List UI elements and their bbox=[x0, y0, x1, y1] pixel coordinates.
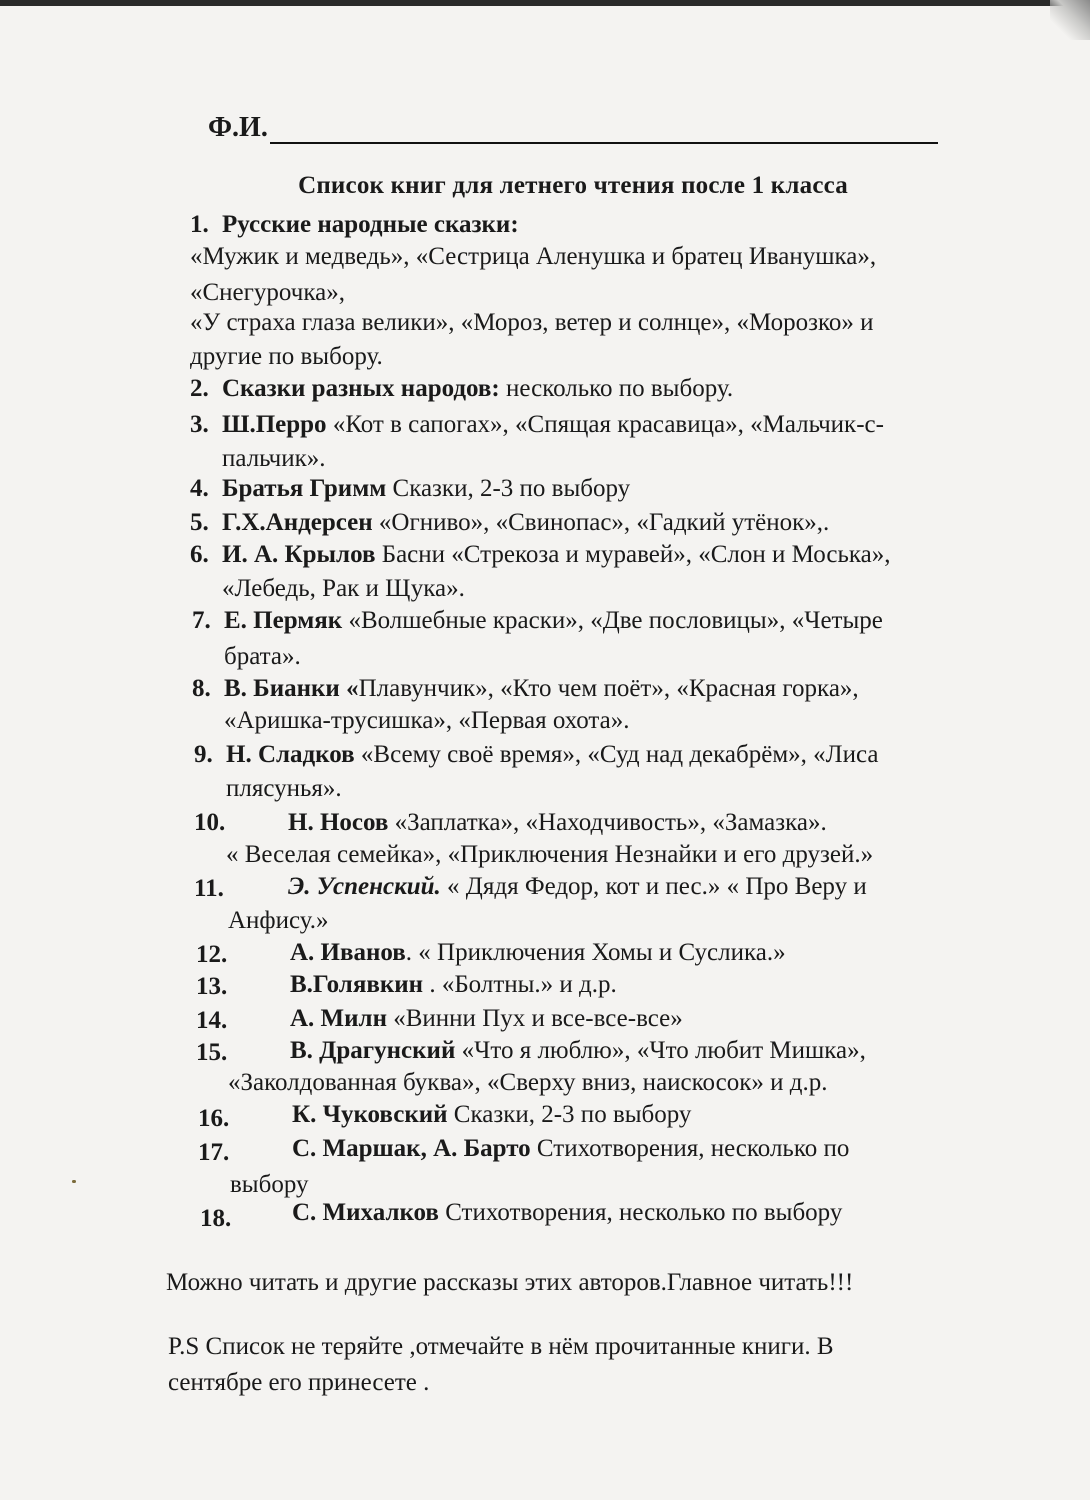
list-item bbox=[224, 672, 859, 706]
item-text-continuation: выбору bbox=[230, 1171, 309, 1198]
item-text-line: «Мужик и медведь», «Сестрица Аленушка и братец Иванушка», bbox=[190, 243, 877, 270]
list-item bbox=[290, 936, 786, 970]
item-text: Плавунчик», «Кто чем поёт», «Красная горка», bbox=[358, 675, 859, 702]
footer-note: Можно читать и другие рассказы этих авторов.Главное читать!!! bbox=[166, 1269, 854, 1296]
item-number: 8. bbox=[192, 675, 211, 702]
postscript-line: P.S Список не теряйте ,отмечайте в нём прочитанные книги. В bbox=[168, 1333, 834, 1360]
list-item bbox=[292, 1098, 691, 1132]
item-author: Братья Гримм bbox=[222, 475, 387, 502]
item-text: несколько по выбору. bbox=[499, 375, 734, 402]
item-text: Сказки, 2-3 по выбору bbox=[447, 1101, 692, 1128]
item-author: Э. Успенский. bbox=[288, 873, 441, 900]
scan-speck bbox=[72, 1180, 76, 1183]
scan-corner bbox=[1050, 0, 1090, 40]
item-author: К. Чуковский bbox=[292, 1101, 448, 1128]
item-text-continuation: « Веселая семейка», «Приключения Незнайки и его друзей.» bbox=[226, 841, 874, 868]
item-text-continuation: плясунья». bbox=[226, 775, 342, 802]
item-text: Сказки, 2-3 по выбору bbox=[386, 475, 631, 502]
list-item bbox=[290, 1002, 683, 1036]
document-title: Список книг для летнего чтения после 1 класса bbox=[298, 172, 848, 199]
item-author: Е. Пермяк bbox=[224, 607, 343, 634]
item-author: В.Голявкин bbox=[290, 971, 424, 998]
item-author: Сказки разных народов: bbox=[222, 375, 500, 402]
postscript-line: сентябре его принесете . bbox=[168, 1369, 430, 1396]
item-author: Н. Сладков bbox=[226, 741, 355, 768]
item-text-continuation: пальчик». bbox=[222, 445, 326, 472]
item-author: И. А. Крылов bbox=[222, 541, 376, 568]
item-author: Н. Носов bbox=[288, 809, 389, 836]
item-number: 13. bbox=[196, 973, 228, 1000]
item-text-line: «Снегурочка», bbox=[190, 279, 345, 306]
item-text: «Всему своё время», «Суд над декабрём», «Лиса bbox=[354, 741, 879, 768]
item-text: «Что я люблю», «Что любит Мишка», bbox=[455, 1037, 866, 1064]
item-author: А. Милн bbox=[290, 1005, 387, 1032]
item-author: А. Иванов bbox=[290, 939, 406, 966]
item-text: Басни «Стрекоза и муравей», «Слон и Моська», bbox=[375, 541, 891, 568]
item-text: . « Приключения Хомы и Суслика.» bbox=[405, 939, 786, 966]
item-author: В. Драгунский bbox=[290, 1037, 456, 1064]
item-text: Стихотворения, несколько по bbox=[530, 1135, 850, 1162]
item-text: Стихотворения, несколько по выбору bbox=[438, 1199, 843, 1226]
list-item bbox=[222, 408, 884, 442]
list-item bbox=[290, 968, 617, 1002]
list-item bbox=[290, 1034, 866, 1068]
item-text: «Кот в сапогах», «Спящая красавица», «Мальчик-с- bbox=[326, 411, 884, 438]
item-number: 10. bbox=[194, 809, 226, 836]
item-text-line: «У страха глаза велики», «Мороз, ветер и солнце», «Морозко» и bbox=[190, 309, 874, 336]
item-author: Ш.Перро bbox=[222, 411, 327, 438]
item-number: 18. bbox=[200, 1205, 232, 1232]
item-author: Г.Х.Андерсен bbox=[222, 509, 373, 536]
item-number: 11. bbox=[194, 875, 224, 902]
item-text: «Огниво», «Свинопас», «Гадкий утёнок»,. bbox=[372, 509, 830, 536]
name-field bbox=[208, 112, 938, 144]
list-item bbox=[222, 506, 829, 540]
item-text: . «Болтны.» и д.р. bbox=[423, 971, 617, 998]
item-number: 12. bbox=[196, 941, 228, 968]
item-text-continuation: брата». bbox=[224, 643, 301, 670]
item-text: «Волшебные краски», «Две пословицы», «Четыре bbox=[342, 607, 883, 634]
item-number: 1. bbox=[190, 211, 209, 238]
list-item bbox=[292, 1132, 849, 1166]
item-text-continuation: Анфису.» bbox=[228, 907, 329, 934]
item-number: 16. bbox=[198, 1105, 230, 1132]
item-number: 9. bbox=[194, 741, 213, 768]
item-number: 17. bbox=[198, 1139, 230, 1166]
item-author: В. Бианки bbox=[224, 675, 340, 702]
item-number: 4. bbox=[190, 475, 209, 502]
item-number: 5. bbox=[190, 509, 209, 536]
item-number: 14. bbox=[196, 1007, 228, 1034]
item-number: 2. bbox=[190, 375, 209, 402]
item-author: С. Михалков bbox=[292, 1199, 439, 1226]
item-author: С. Маршак, А. Барто bbox=[292, 1135, 531, 1162]
item-text: «Заплатка», «Находчивость», «Замазка». bbox=[388, 809, 827, 836]
list-item bbox=[292, 1196, 842, 1230]
item-quote-mark: « bbox=[339, 675, 359, 702]
list-item bbox=[288, 806, 827, 840]
item-text-continuation: «Заколдованная буква», «Сверху вниз, наискосок» и д.р. bbox=[228, 1069, 828, 1096]
list-item bbox=[222, 472, 630, 506]
list-item bbox=[224, 604, 883, 638]
item-number: 6. bbox=[190, 541, 209, 568]
item-text-continuation: «Лебедь, Рак и Щука». bbox=[222, 575, 465, 602]
item-text-line: другие по выбору. bbox=[190, 343, 383, 370]
item-text: « Дядя Федор, кот и пес.» « Про Веру и bbox=[440, 873, 867, 900]
item-number: 15. bbox=[196, 1039, 228, 1066]
item-number: 7. bbox=[192, 607, 211, 634]
name-label: Ф.И. bbox=[208, 112, 268, 143]
item-author: Русские народные сказки: bbox=[222, 211, 519, 238]
list-item bbox=[288, 870, 867, 904]
list-item bbox=[222, 372, 733, 406]
item-number: 3. bbox=[190, 411, 209, 438]
item-text: «Винни Пух и все-все-все» bbox=[387, 1005, 683, 1032]
item-text-continuation: «Аришка-трусишка», «Первая охота». bbox=[224, 707, 630, 734]
scan-edge bbox=[0, 0, 1090, 6]
list-item bbox=[226, 738, 878, 772]
list-item bbox=[222, 538, 890, 572]
name-blank-line bbox=[270, 118, 938, 144]
